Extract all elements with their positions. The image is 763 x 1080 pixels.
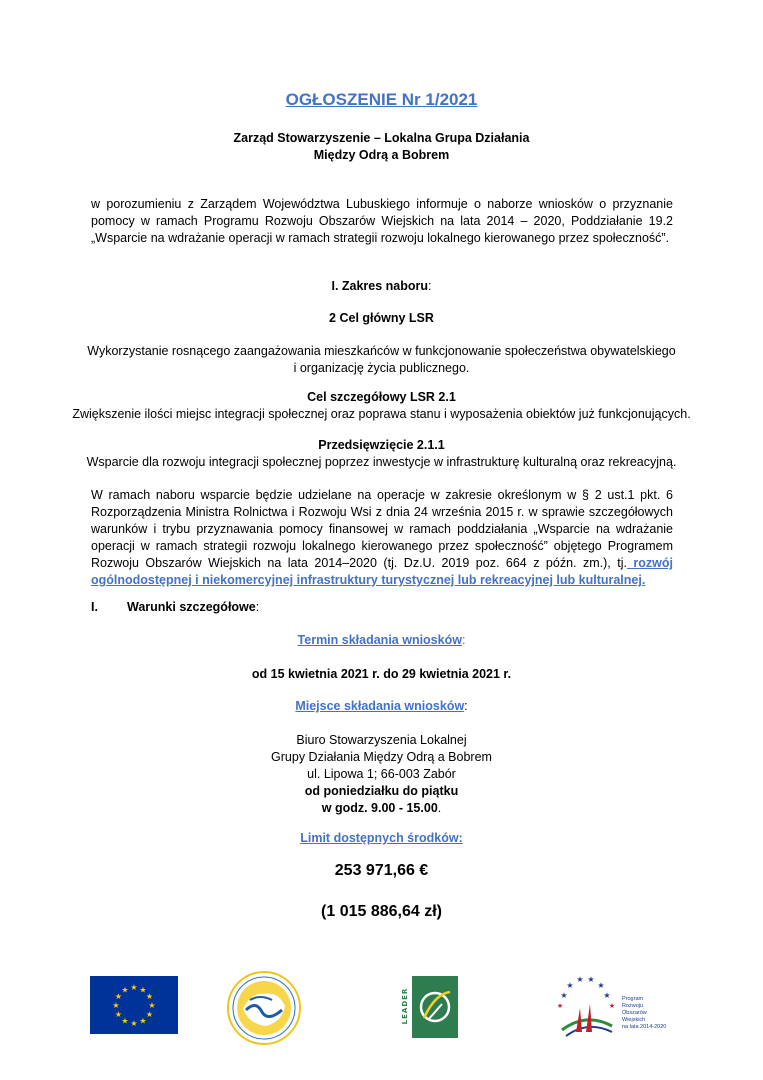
- project-text: Wsparcie dla rozwoju integracji społecznej poprzez inwestycje w infrastrukturę kulturalną oraz rekreacyjną.: [86, 455, 677, 469]
- lgd-seal-icon: [226, 970, 302, 1046]
- support-paragraph: [91, 487, 673, 589]
- limit-eur: 253 971,66 €: [334, 862, 429, 879]
- prow-line-3: Obszarów: [622, 1010, 647, 1016]
- svg-text:★: ★: [139, 985, 147, 995]
- project-title: Przedsięwzięcie 2.1.1: [318, 438, 445, 452]
- svg-text:★: ★: [130, 1019, 138, 1028]
- place-label: Miejsce składania wniosków: [295, 699, 465, 713]
- svg-text:★: ★: [121, 985, 129, 995]
- leader-text: LEADER: [401, 987, 409, 1025]
- prow-line-5: na lata 2014-2020: [622, 1024, 667, 1030]
- organization-line-2: Między Odrą a Bobrem: [313, 148, 450, 162]
- svg-text:★: ★: [603, 991, 611, 1000]
- svg-text:★: ★: [112, 1001, 120, 1010]
- organization-name: [0, 130, 763, 164]
- prow-line-2: Rozwoju: [622, 1003, 644, 1009]
- logos-footer: [0, 970, 763, 1050]
- deadline-label-row: Termin składania wniosków:: [297, 633, 466, 647]
- place-line-3: ul. Lipowa 1; 66-003 Zabór: [307, 767, 456, 781]
- svg-text:★: ★: [587, 975, 595, 984]
- prow-line-4: Wiejskich: [622, 1017, 646, 1023]
- deadline-value: od 15 kwietnia 2021 r. do 29 kwietnia 2021 r.: [251, 667, 512, 681]
- svg-text:★: ★: [566, 981, 574, 990]
- scope-heading: [70, 278, 693, 295]
- deadline-label: Termin składania wniosków: [297, 633, 462, 647]
- prow-text: [622, 996, 666, 1031]
- details-heading-text: Warunki szczegółowe: [127, 600, 256, 614]
- eu-flag-icon: [90, 976, 178, 1034]
- scope-heading-suffix: :: [428, 279, 432, 293]
- svg-text:★: ★: [121, 1016, 129, 1026]
- svg-text:★: ★: [597, 981, 605, 990]
- svg-text:★: ★: [114, 1010, 123, 1019]
- organization-line-1: Zarząd Stowarzyszenie – Lokalna Grupa Działania: [233, 131, 530, 145]
- main-goal-title: 2 Cel główny LSR: [329, 311, 434, 325]
- svg-text:★: ★: [114, 992, 123, 1001]
- support-paragraph-text: W ramach naboru wsparcie będzie udzielane na operacje w zakresie określonym w § 2 ust.1 pkt. 6 Rozporządzenia Ministra Rolnictwa i Rozwoju Wsi z dnia 24 września 2015 r. w sprawie szczegółowych warunków i trybu przyznawania pomocy finansowej w ramach poddziałania „Wsparcie na wdrażanie operacji w ramach strategii rozwoju lokalnego kierowanego przez społeczność” objętego Programem Rozwoju Obszarów Wiejskich na lata 2014–2020 (tj. Dz.U. 2019 poz. 664 z późn. zm.), tj.: [91, 488, 673, 570]
- main-goal-text: [70, 343, 693, 377]
- eu-flag-logo: [90, 976, 178, 1034]
- prow-emblem-icon: [552, 974, 620, 1044]
- svg-text:★: ★: [139, 1016, 147, 1026]
- main-goal-line-2: i organizację życia publicznego.: [293, 361, 470, 375]
- place-line-5: w godz. 9.00 - 15.00: [321, 801, 438, 815]
- place-address: Biuro Stowarzyszenia Lokalnej Grupy Działania Między Odrą a Bobrem ul. Lipowa 1; 66-003 Zabór od poniedziałku do piątku w godz. 9.00 - 15.00.: [70, 732, 693, 817]
- svg-text:★: ★: [560, 991, 568, 1000]
- details-number: I.: [91, 600, 98, 614]
- prow-line-1: Program: [622, 996, 644, 1002]
- place-line-4: od poniedziałku do piątku: [304, 784, 459, 798]
- prow-logo: [552, 974, 682, 1044]
- leader-text-box: [398, 976, 412, 1038]
- specific-goal-title: Cel szczegółowy LSR 2.1: [307, 390, 456, 404]
- intro-paragraph: w porozumieniu z Zarządem Województwa Lubuskiego informuje o naborze wniosków o przyznanie pomocy w ramach Programu Rozwoju Obszarów Wiejskich na lata 2014 – 2020, Poddziałanie 19.2 „Wsparcie na wdrażanie operacji w ramach strategii rozwoju lokalnego kierowanego przez społeczność”.: [91, 197, 673, 245]
- place-line-2: Grupy Działania Między Odrą a Bobrem: [271, 750, 492, 764]
- specific-goal: [70, 389, 693, 423]
- svg-text:★: ★: [148, 1001, 156, 1010]
- scope-heading-text: I. Zakres naboru: [331, 279, 429, 293]
- limit-label-row: [70, 830, 693, 847]
- place-label-row: Miejsce składania wniosków:: [295, 699, 468, 713]
- main-goal-line-1: Wykorzystanie rosnącego zaangażowania mieszkańców w funkcjonowanie społeczeństwa obywatelskiego: [87, 344, 676, 358]
- limit-pln: (1 015 886,64 zł): [321, 903, 442, 920]
- project: [70, 437, 693, 471]
- svg-text:★: ★: [145, 1010, 154, 1019]
- lgd-seal-logo: [226, 970, 302, 1046]
- specific-goal-text: Zwiększenie ilości miejsc integracji społecznej oraz poprawa stanu i wyposażenia obiektów już funkcjonujących.: [72, 407, 691, 421]
- leader-logo: [398, 974, 460, 1040]
- svg-text:★: ★: [130, 983, 138, 992]
- place-line-1: Biuro Stowarzyszenia Lokalnej: [296, 733, 467, 747]
- details-heading: [91, 600, 259, 614]
- svg-text:★: ★: [608, 1002, 616, 1010]
- details-heading-colon: :: [255, 600, 260, 614]
- svg-text:★: ★: [145, 992, 154, 1001]
- announcement-title: OGŁOSZENIE Nr 1/2021: [285, 90, 478, 109]
- svg-text:★: ★: [556, 1002, 564, 1010]
- svg-text:★: ★: [576, 975, 584, 984]
- support-scope-link[interactable]: rozwój ogólnodostępnej i niekomercyjnej infrastruktury turystycznej lub rekreacyjnej lub kulturalnej.: [91, 556, 674, 587]
- limit-label: Limit dostępnych środków:: [300, 831, 463, 845]
